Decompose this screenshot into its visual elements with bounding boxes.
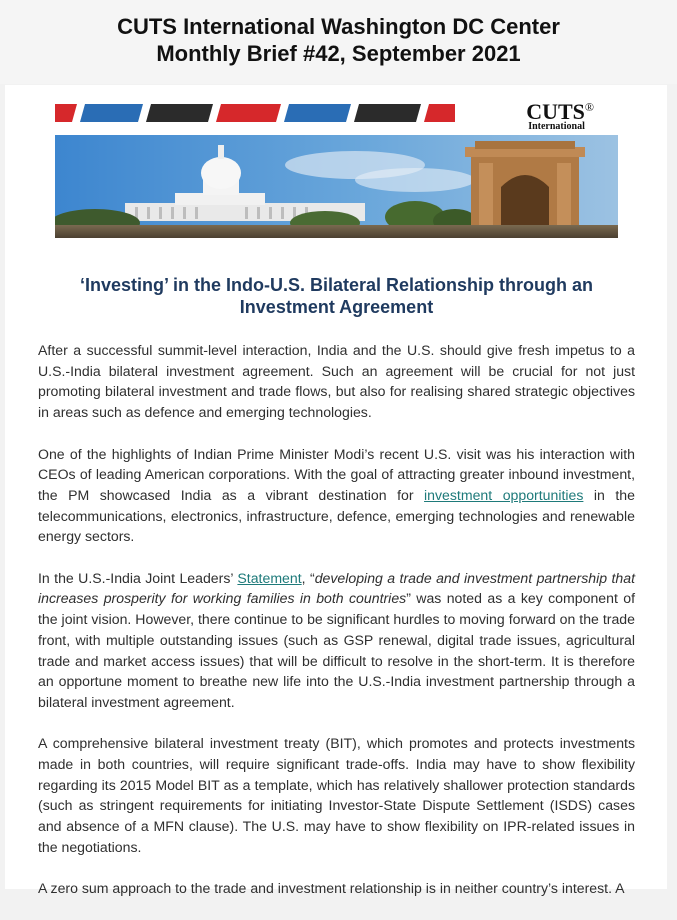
logo-wordmark: CUTS xyxy=(526,99,585,124)
investment-opportunities-link[interactable]: investment opportunities xyxy=(424,486,584,503)
paragraph-3-quote: developing a trade and investment partnership that increases prosperity for working families in both countries xyxy=(38,569,635,607)
capitol-india-gate-image xyxy=(55,135,618,238)
content-card xyxy=(5,85,667,897)
newsletter-header xyxy=(0,0,677,84)
paragraph-5: A zero sum approach to the trade and investment relationship is in neither country’s interest. A xyxy=(38,880,625,897)
paragraph-4: A comprehensive bilateral investment treaty (BIT), which promotes and protects investments made in both countries, will require significant trade-offs. India may have to show flexibility regarding its 2015 Model BIT as a template, which has relatively shallower protection standards (such as stringent requirements for initiating Investor-State Dispute Settlement (ISDS) cases and absence of a MFN clause). The U.S. may have to show flexibility on IPR-related issues in the negotiations. xyxy=(38,735,635,855)
paragraph-3-text-start: In the U.S.-India Joint Leaders’ xyxy=(38,569,238,586)
newsletter-title-line2: Monthly Brief #42, September 2021 xyxy=(156,41,521,66)
paragraph-1: After a successful summit-level interaction, India and the U.S. should give fresh impetus to a U.S.-India bilateral investment agreement. Such an agreement will be crucial for not just promoting bilateral investment and trade flows, but also for realising shared strategic objectives in areas such as defence and emerging technologies. xyxy=(38,342,635,421)
paragraph-2 xyxy=(38,444,635,548)
newsletter-title-line1: CUTS International Washington DC Center xyxy=(117,14,560,39)
logo-subtitle: International xyxy=(528,121,585,132)
paragraph-2-text-end: in the telecommunications, electronics, infrastructure, defence, emerging technologies and renewable energy sectors. xyxy=(38,486,635,545)
paragraph-3-text-end: ” was noted as a key component of the joint vision. However, there continue to be significant hurdles to moving forward on the trade front, with multiple outstanding issues (such as GSP renewal, digital trade issues, agricultural trade and market access issues) that will be difficult to resolve in the short-term. It is therefore an opportune moment to breathe new life into the U.S.-India investment partnership through a bilateral investment agreement. xyxy=(38,590,635,710)
paragraph-3 xyxy=(38,568,635,713)
paragraph-2-text-start: One of the highlights of Indian Prime Minister Modi’s recent U.S. visit was his interaction with CEOs of leading American corporations. With the goal of attracting greater inbound investment, the PM showcased India as a vibrant destination for xyxy=(38,445,635,503)
airmail-stripes xyxy=(55,104,455,122)
article-body xyxy=(38,340,635,920)
joint-statement-link[interactable]: Statement xyxy=(237,569,302,586)
logo-registered-mark: ® xyxy=(584,100,594,114)
article-title: ‘Investing’ in the Indo-U.S. Bilateral Relationship through an Investment Agreement xyxy=(79,275,594,317)
paragraph-3-text-mid: , “ xyxy=(301,569,315,586)
banner xyxy=(55,100,618,243)
cuts-logo xyxy=(526,100,594,132)
newsletter-title xyxy=(0,13,677,67)
